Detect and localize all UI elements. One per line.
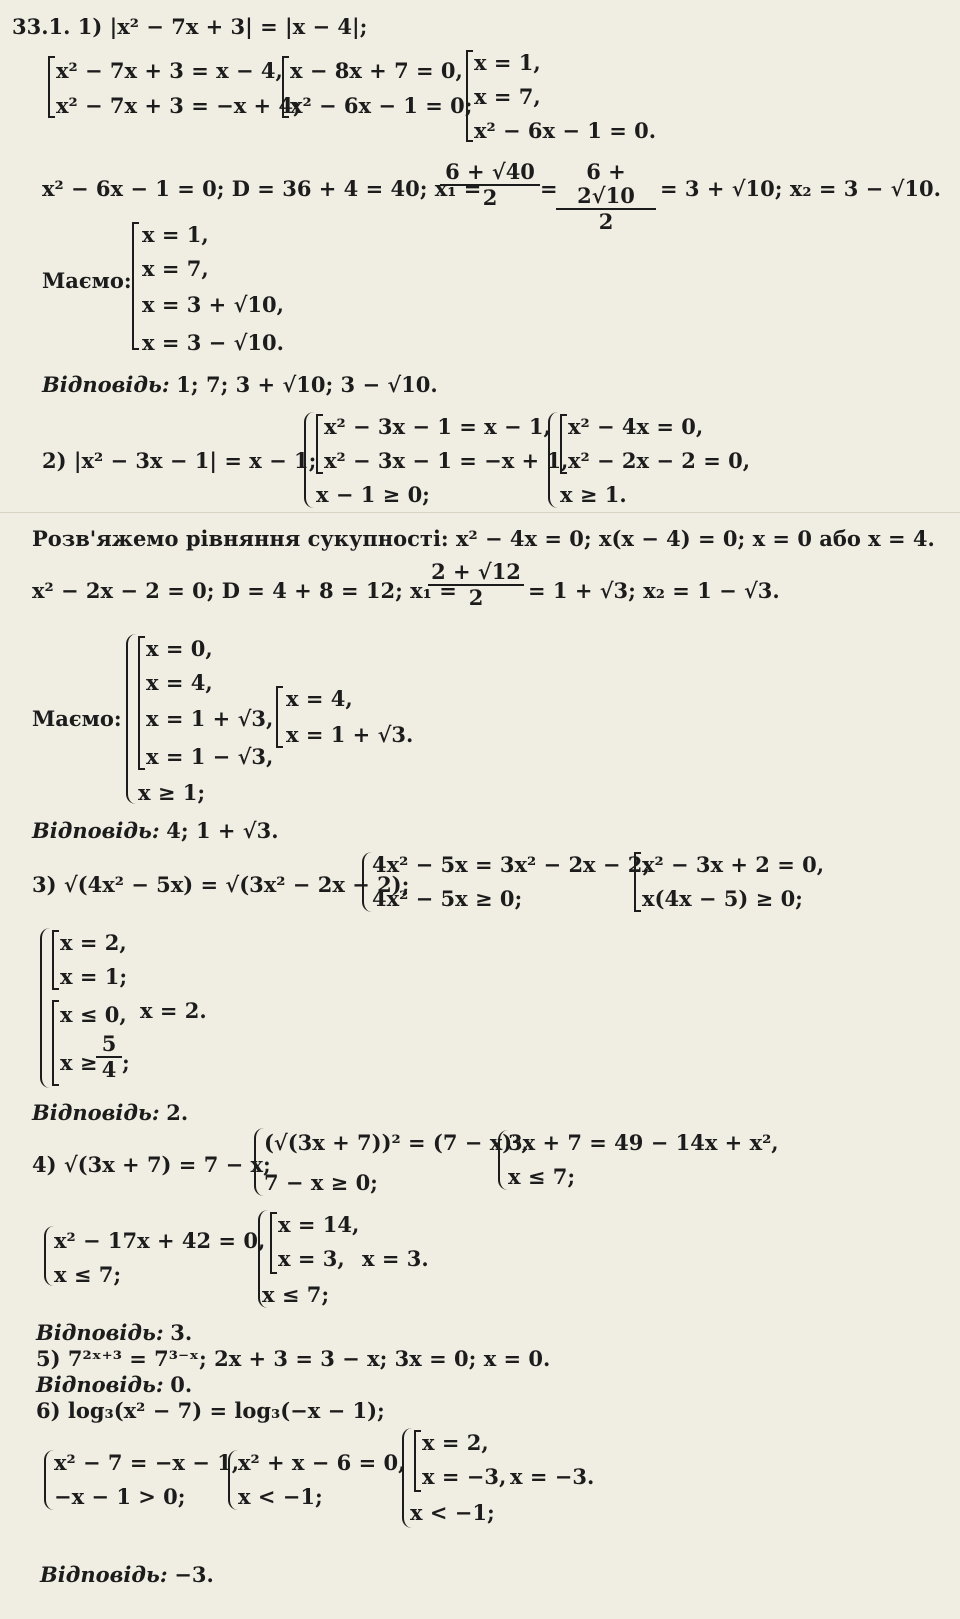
ex3-sys1-line1: 4x² − 5x = 3x² − 2x − 2;: [372, 852, 651, 877]
ex1-set2-line1: x − 8x + 7 = 0,: [290, 58, 463, 83]
ex6-set-line2: x = −3,: [422, 1464, 507, 1489]
answer-label: Відповідь:: [42, 372, 170, 397]
ex6-sys2-line1: x² + x − 6 = 0,: [238, 1450, 406, 1475]
exercise-2-statement: 2) |x² − 3x − 1| = x − 1;: [42, 448, 317, 473]
ex2-sys1-line1: x² − 3x − 1 = x − 1,: [324, 414, 551, 439]
set-bracket: [132, 222, 134, 350]
ex2-solve-text: Розв'яжемо рівняння сукупності: x² − 4x = 0; x(x − 4) = 0; x = 0 або x = 4.: [32, 526, 935, 551]
ex1-result-2: x = 7,: [142, 256, 209, 281]
ex2-result-2: x = 4,: [146, 670, 213, 695]
ex4-sys1-line1: (√(3x + 7))² = (7 − x)²,: [264, 1130, 529, 1155]
answer-value: 0.: [170, 1372, 193, 1397]
ex3-result-3: x ≤ 0,: [60, 1002, 127, 1027]
answer-value: 4; 1 + √3.: [166, 818, 279, 843]
ex1-discriminant: x² − 6x − 1 = 0; D = 36 + 4 = 40; x₁ =: [42, 176, 482, 201]
ex3-solution: x = 2.: [140, 998, 207, 1023]
ex2-sys2-line1: x² − 4x = 0,: [568, 414, 704, 439]
ex6-sys1-line2: −x − 1 > 0;: [54, 1484, 186, 1509]
ex4-set-line1: x = 14,: [278, 1212, 360, 1237]
ex1-fraction-2: [556, 160, 656, 234]
ex3-sys2-line2: x(4x − 5) ≥ 0;: [642, 886, 803, 911]
ex4-set-line2: x = 3,: [278, 1246, 345, 1271]
ex3-answer: [32, 1100, 188, 1126]
ex1-set3-line3: x² − 6x − 1 = 0.: [474, 118, 657, 143]
ex4-answer: [36, 1320, 192, 1346]
ex3-sys1-line2: 4x² − 5x ≥ 0;: [372, 886, 523, 911]
set-bracket: [560, 414, 562, 474]
ex6-set-line1: x = 2,: [422, 1430, 489, 1455]
ex2-sys2-line2: x² − 2x − 2 = 0,: [568, 448, 751, 473]
ex3-result-4-pre: x ≥: [60, 1050, 98, 1075]
fraction-denominator: 2: [468, 585, 484, 611]
fraction-denominator: 2: [598, 209, 614, 235]
ex1-answer: [42, 372, 438, 398]
ex4-sys2-line2: x ≤ 7;: [508, 1164, 576, 1189]
ex2-sys1-line2: x² − 3x − 1 = −x + 1,: [324, 448, 569, 473]
system-brace: [254, 1128, 264, 1196]
ex1-set3-line1: x = 1,: [474, 50, 541, 75]
exercise-4-statement: 4) √(3x + 7) = 7 − x;: [32, 1152, 271, 1177]
set-bracket: [634, 852, 636, 912]
set-bracket: [270, 1212, 272, 1274]
ex4-sys3-line1: x² − 17x + 42 = 0,: [54, 1228, 266, 1253]
ex2-discriminant: x² − 2x − 2 = 0; D = 4 + 8 = 12; x₁ =: [32, 578, 457, 603]
ex2-roots: = 1 + √3; x₂ = 1 − √3.: [528, 578, 780, 603]
fraction-numerator: 6 + 2√10: [556, 160, 656, 210]
ex2-sys1-line3: x − 1 ≥ 0;: [316, 482, 430, 507]
ex1-fraction-1: [440, 160, 540, 210]
ex2-result-3: x = 1 + √3,: [146, 706, 274, 731]
ex6-answer: [40, 1562, 214, 1588]
ex6-sys2-line2: x < −1;: [238, 1484, 323, 1509]
fraction-numerator: 6 + √40: [440, 160, 540, 186]
answer-value: 1; 7; 3 + √10; 3 − √10.: [176, 372, 438, 397]
set-bracket: [138, 636, 140, 770]
answer-label: Відповідь:: [32, 1100, 160, 1125]
set-bracket: [316, 414, 318, 474]
ex1-result-4: x = 3 − √10.: [142, 330, 284, 355]
system-brace: [40, 928, 50, 1088]
fraction-denominator: 2: [482, 185, 498, 211]
ex2-result-5: x ≥ 1;: [138, 780, 206, 805]
set-bracket: [282, 56, 284, 118]
answer-label: Відповідь:: [36, 1372, 164, 1397]
ex1-set3-line2: x = 7,: [474, 84, 541, 109]
set-bracket: [52, 930, 54, 990]
ex4-sys1-line2: 7 − x ≥ 0;: [264, 1170, 378, 1195]
ex2-final-2: x = 1 + √3.: [286, 722, 414, 747]
answer-label: Відповідь:: [32, 818, 160, 843]
system-brace: [548, 412, 558, 508]
ex1-set1-line2: x² − 7x + 3 = −x + 4;: [56, 93, 301, 118]
answer-label: Відповідь:: [40, 1562, 168, 1587]
ex3-result-1: x = 2,: [60, 930, 127, 955]
ex4-set-line3: x ≤ 7;: [262, 1282, 330, 1307]
ex2-fraction: [428, 560, 524, 610]
ex6-sys1-line1: x² − 7 = −x − 1,: [54, 1450, 240, 1475]
answer-label: Відповідь:: [36, 1320, 164, 1345]
fraction-numerator: 5: [96, 1032, 122, 1058]
system-brace: [362, 852, 372, 912]
ex1-equals: =: [540, 176, 558, 201]
ex2-result-1: x = 0,: [146, 636, 213, 661]
ex1-set1-line1: x² − 7x + 3 = x − 4,: [56, 58, 283, 83]
ex2-answer: [32, 818, 279, 844]
system-brace: [44, 1226, 54, 1286]
ex4-sys3-line2: x ≤ 7;: [54, 1262, 122, 1287]
system-brace: [498, 1130, 508, 1190]
exercise-3-statement: 3) √(4x² − 5x) = √(3x² − 2x − 2);: [32, 872, 410, 897]
answer-value: 2.: [166, 1100, 189, 1125]
ex1-result-3: x = 3 + √10,: [142, 292, 284, 317]
ex1-set2-line2: x² − 6x − 1 = 0;: [290, 93, 473, 118]
ex2-maemo: Маємо:: [32, 706, 122, 731]
ex3-result-4-post: ;: [122, 1050, 130, 1075]
answer-value: −3.: [174, 1562, 214, 1587]
ex2-final-1: x = 4,: [286, 686, 353, 711]
ex6-set-line3: x < −1;: [410, 1500, 495, 1525]
ex5-answer: [36, 1372, 192, 1398]
exercise-1-statement: 33.1. 1) |x² − 7x + 3| = |x − 4|;: [12, 14, 368, 39]
ex1-maemo: Маємо:: [42, 268, 132, 293]
set-bracket: [48, 56, 50, 118]
system-brace: [228, 1450, 238, 1510]
exercise-6-statement: 6) log₃(x² − 7) = log₃(−x − 1);: [36, 1398, 385, 1423]
set-bracket: [414, 1430, 416, 1492]
exercise-5-statement: 5) 7²ˣ⁺³ = 7³⁻ˣ; 2x + 3 = 3 − x; 3x = 0; x = 0.: [36, 1346, 551, 1371]
ex6-solution: x = −3.: [510, 1464, 595, 1489]
system-brace: [44, 1450, 54, 1510]
set-bracket: [52, 1000, 54, 1086]
system-brace: [304, 412, 314, 508]
scan-artifact: [0, 512, 960, 513]
fraction-denominator: 4: [101, 1057, 117, 1083]
set-bracket: [276, 686, 278, 748]
ex4-solution: x = 3.: [362, 1246, 429, 1271]
system-brace: [126, 634, 136, 804]
fraction-numerator: 2 + √12: [428, 560, 524, 586]
ex1-result-1: x = 1,: [142, 222, 209, 247]
ex2-sys2-line3: x ≥ 1.: [560, 482, 627, 507]
ex3-result-2: x = 1;: [60, 964, 128, 989]
ex2-result-4: x = 1 − √3,: [146, 744, 274, 769]
ex1-roots: = 3 + √10; x₂ = 3 − √10.: [660, 176, 941, 201]
set-bracket: [466, 50, 468, 142]
ex3-fraction: [96, 1032, 122, 1082]
ex3-sys2-line1: x² − 3x + 2 = 0,: [642, 852, 825, 877]
answer-value: 3.: [170, 1320, 193, 1345]
ex4-sys2-line1: 3x + 7 = 49 − 14x + x²,: [508, 1130, 779, 1155]
